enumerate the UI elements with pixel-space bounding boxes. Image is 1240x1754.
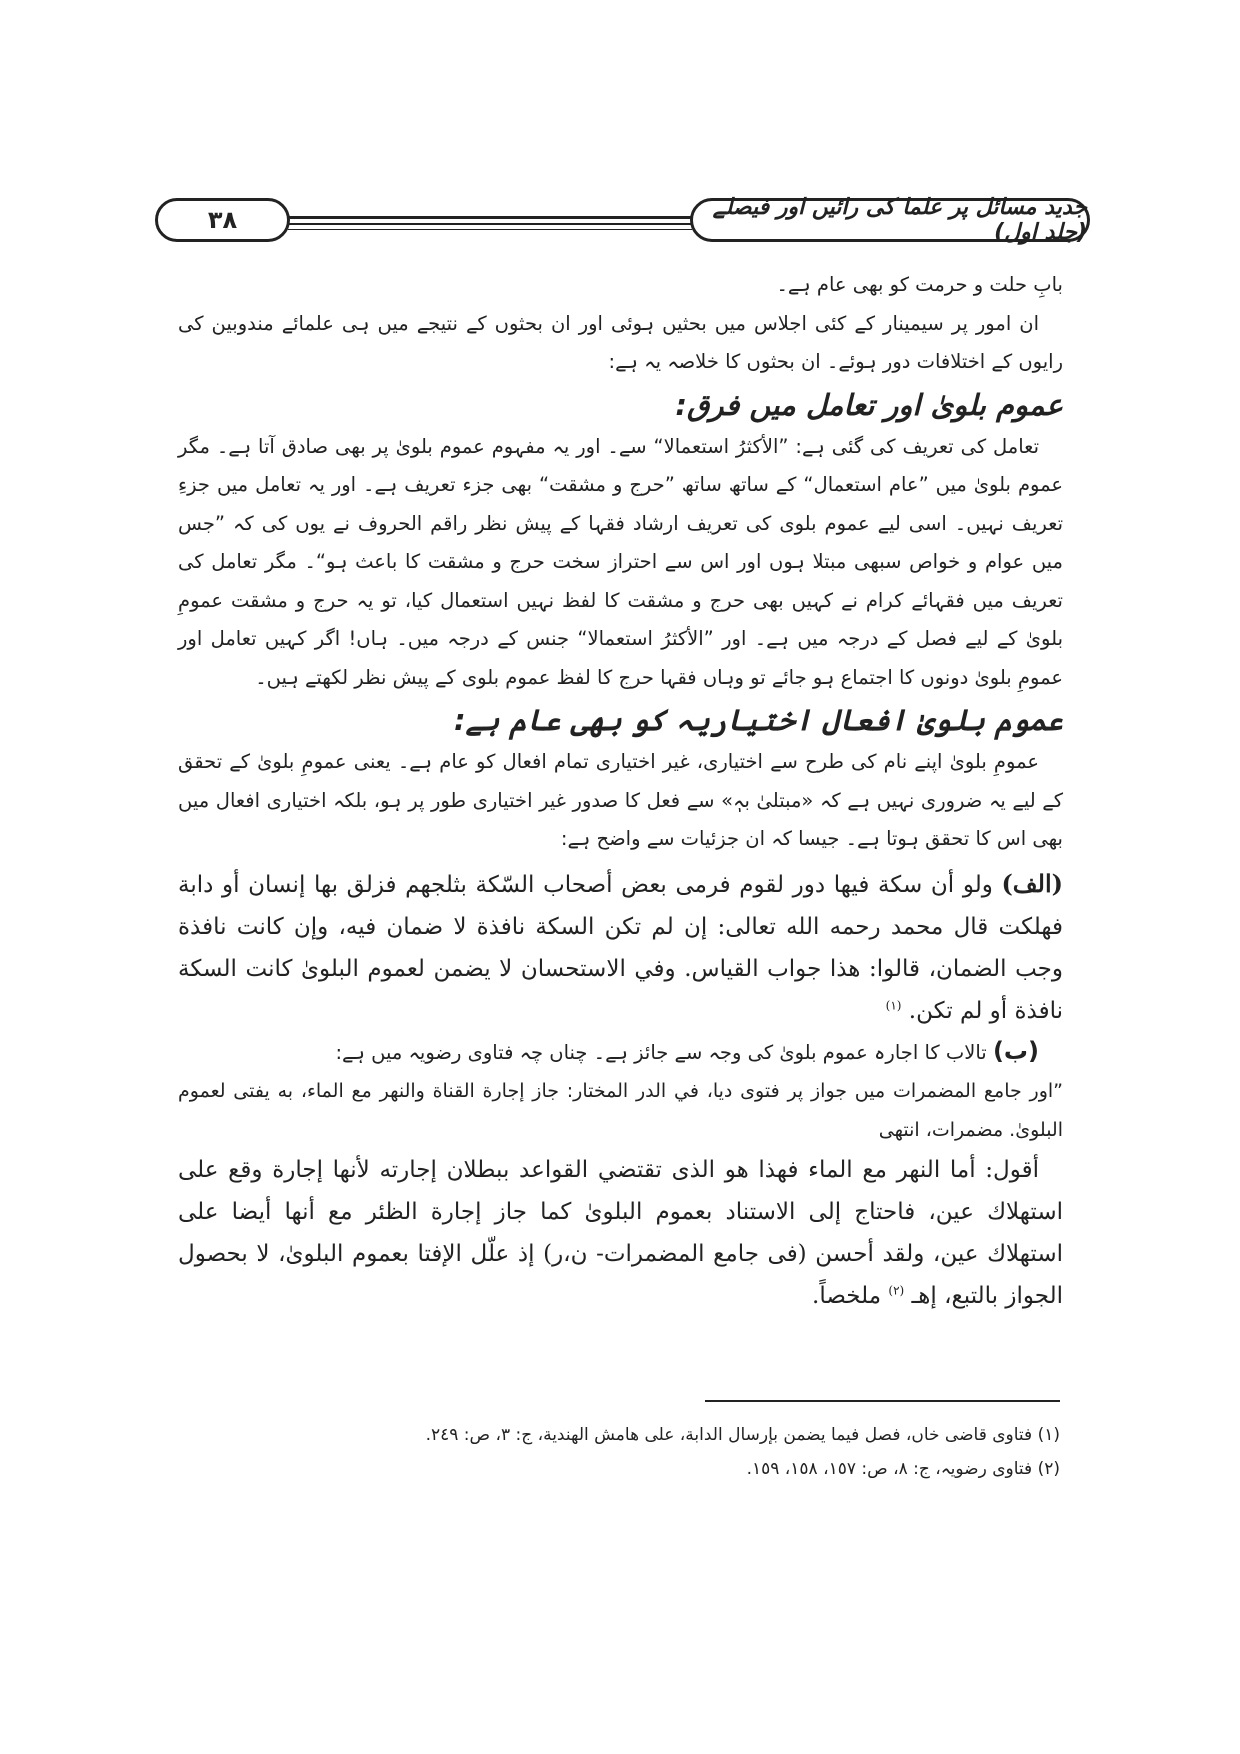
arabic-passage [178,1149,1063,1317]
clause-label: (الف) [1001,868,1063,898]
footnotes [320,1418,1060,1486]
header-rule [288,216,692,219]
arabic-passage-alif [178,863,1063,1032]
paragraph: عمومِ بلویٰ اپنے نام کی طرح سے اختیاری، غیر اختیاری تمام افعال کو عام ہے۔ یعنی عمومِ بلویٰ کے تحقق کے لیے یہ ضروری نہیں ہے کہ «مبتلیٰ بہٖ» سے فعل کا صدور غیر اختیاری طور پر ہو، بلکہ اختیاری افعال میں بھی اس کا تحقق ہوتا ہے۔ جیسا کہ ان جزئیات سے واضح ہے: [178,750,1063,850]
arabic-text: ولو أن سكة فيها دور لقوم فرمى بعض أصحاب السّكة بثلجهم فزلق بها إنسان أو دابة فهلكت قال محمد رحمه الله تعالى: إن لم تكن السكة نافذة لا ضمان فيه، وإن كانت نافذة وجب الضمان، قالوا: هذا جواب القياس. وفي الاستحسان لا يضمن لعموم البلوىٰ كانت السكة نافذة أو لم تكن. [178,871,1063,1024]
body-text [178,266,1063,1317]
book-title: جدید مسائل پر علما کی رائیں اور فیصلے (جلد اول) [690,198,1090,242]
arabic-text: ملخصاً. [812,1283,882,1309]
paragraph: تعامل کی تعریف کی گئی ہے: ”الأکثرُ استعمالا“ سے۔ اور یہ مفہوم عموم بلویٰ پر بھی صادق آتا ہے۔ مگر عموم بلویٰ میں ”عام استعمال“ کے ساتھ ساتھ ”حرج و مشقت“ بھی جزء تعریف ہے۔ اور یہ تعامل میں جزءِ تعریف نہیں۔ اسی لیے عموم بلوی کی تعریف ارشاد فقہا کے پیش نظر راقم الحروف نے یوں کی کہ ”جس میں عوام و خواص سبھی مبتلا ہوں اور اس سے احتراز سخت حرج و مشقت کا باعث ہو“۔ مگر تعامل کی تعریف میں فقہائے کرام نے کہیں بھی حرج و مشقت کا لفظ نہیں استعمال کیا، تو یہ حرج و مشقت عمومِ بلویٰ کے لیے فصل کے درجہ میں ہے۔ اور ”الأکثرُ استعمالا“ جنس کے درجہ میں۔ ہاں! اگر کہیں تعامل اور عمومِ بلویٰ دونوں کا اجتماع ہو جائے تو وہاں فقہا حرج کا لفظ عموم بلوی کے پیش نظر لکھتے ہیں۔ [178,434,1063,689]
page-number: ۳۸ [155,198,290,242]
footnote-ref: (٢) [888,1283,905,1298]
footnote: (١) فتاوی قاضی خاں، فصل فيما يضمن بإرسال الدابة، على هامش الهندية، ج: ٣، ص: ٢٤٩. [425,1425,1060,1445]
footnote-divider [705,1400,1060,1402]
arabic-text: أقول: أما النهر مع الماء فهذا هو الذى تقتضي القواعد ببطلان إجارته لأنها إجارة وقع على استهلاك عين، فاحتاج إلى الاستناد بعموم البلوىٰ كما جاز إجارة الظئر مع أنها أيضا على استهلاك عين، ولقد أحسن (فى جامع المضمرات- ن،ر) إذ علّل الإفتا بعموم البلوىٰ، لا بحصول الجواز بالتبع، إهـ [178,1157,1063,1309]
paragraph: بابِ حلت و حرمت کو بھی عام ہے۔ [776,273,1063,296]
urdu-text: تالاب کا اجارہ عموم بلویٰ کی وجہ سے جائز ہے۔ چناں چہ فتاوی رضویہ میں ہے: [335,1040,987,1064]
clause-label: (ب) [992,1036,1039,1065]
section-heading: عموم بلویٰ افعال اختیاریہ کو بھی عام ہے: [453,703,1063,737]
paragraph: ان امور پر سیمینار کے کئی اجلاس میں بحثیں ہوئی اور ان بحثوں کے نتیجے میں ہی علمائے مندوبین کی رایوں کے اختلافات دور ہوئے۔ ان بحثوں کا خلاصہ یہ ہے: [178,311,1063,373]
header-rule [288,223,692,225]
footnote: (٢) فتاوی رضویہ، ج: ٨، ص: ١٥٧، ١٥٨، ١٥٩. [746,1459,1060,1479]
paragraph-ba [178,1032,1063,1073]
page-header [155,195,1090,258]
section-heading: عموم بلویٰ اور تعامل میں فرق: [675,387,1063,422]
quotation: ”اور جامع المضمرات میں جواز پر فتوی دیا، في الدر المختار: جاز إجارة القناة والنهر مع الماء، به يفتى لعموم البلوىٰ. مضمرات، انتهى [178,1080,1063,1141]
footnote-ref: (١) [885,997,902,1012]
header-rule [288,229,692,230]
